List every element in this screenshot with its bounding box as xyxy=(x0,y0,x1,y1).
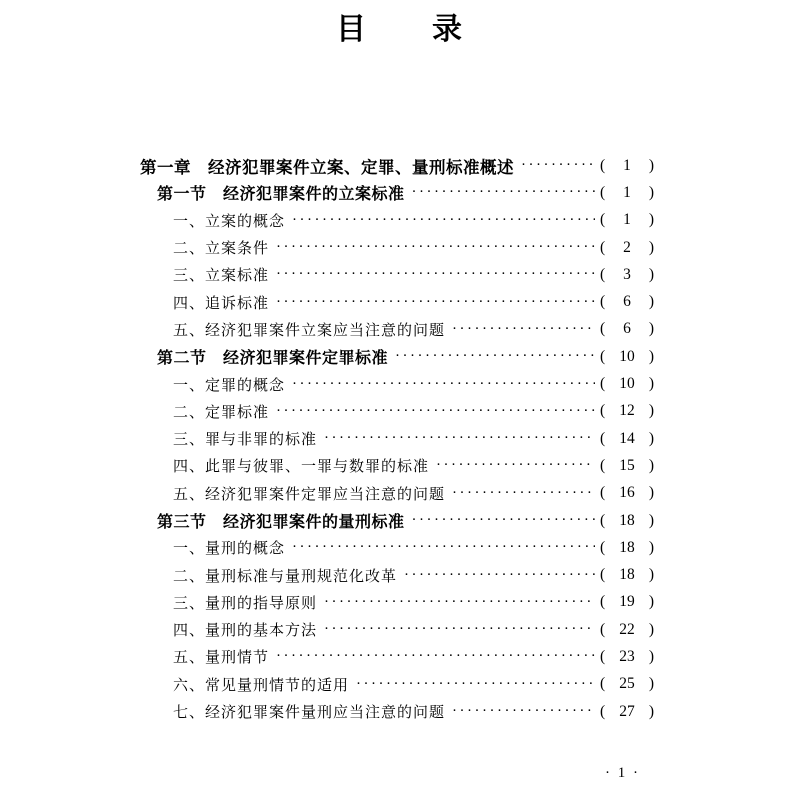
page-number-value: 23 xyxy=(619,647,635,665)
page-number-value: 18 xyxy=(619,538,635,556)
toc-page-number xyxy=(600,703,654,721)
toc-entry xyxy=(140,398,654,425)
paren-close: ) xyxy=(648,347,654,365)
dot-leader xyxy=(292,213,595,228)
paren-open: ( xyxy=(600,620,606,638)
paren-open: ( xyxy=(600,293,606,311)
toc-entry xyxy=(140,234,654,261)
paren-open: ( xyxy=(600,265,606,283)
page-number-value: 14 xyxy=(619,429,635,447)
toc-page-number xyxy=(600,266,654,284)
paren-close: ) xyxy=(648,620,654,638)
toc-entry xyxy=(140,316,654,343)
paren-close: ) xyxy=(648,484,654,502)
toc-page-number xyxy=(600,402,654,420)
toc-entry xyxy=(140,152,654,179)
toc-entry xyxy=(140,643,654,670)
paren-close: ) xyxy=(648,538,654,556)
toc-entry-label: 七、经济犯罪案件量刑应当注意的问题 xyxy=(173,705,446,722)
paren-open: ( xyxy=(600,238,606,256)
dot-leader xyxy=(452,704,595,719)
page-number-value: 12 xyxy=(619,402,635,420)
toc-entry-label: 五、量刑情节 xyxy=(173,650,270,667)
paren-open: ( xyxy=(600,320,606,338)
dot-leader xyxy=(395,349,595,364)
dot-leader xyxy=(452,322,595,337)
dot-leader xyxy=(292,540,595,555)
paren-close: ) xyxy=(648,320,654,338)
dot-leader xyxy=(276,240,595,255)
toc-entry-label: 一、定罪的概念 xyxy=(173,377,286,394)
toc-entry-label: 六、常见量刑情节的适用 xyxy=(173,677,350,694)
toc-entry xyxy=(140,179,654,206)
paren-close: ) xyxy=(648,238,654,256)
paren-open: ( xyxy=(600,456,606,474)
paren-close: ) xyxy=(648,593,654,611)
toc-entry-label: 五、经济犯罪案件立案应当注意的问题 xyxy=(173,322,446,339)
paren-open: ( xyxy=(600,593,606,611)
toc-entry-label: 三、立案标准 xyxy=(173,268,270,285)
dot-leader xyxy=(404,568,595,583)
page-number-value: 6 xyxy=(623,320,631,338)
toc-entry-label: 二、立案条件 xyxy=(173,241,270,258)
paren-open: ( xyxy=(600,702,606,720)
paren-open: ( xyxy=(600,647,606,665)
toc-entry xyxy=(140,452,654,479)
toc-page-number xyxy=(600,566,654,584)
page-number-value: 15 xyxy=(619,456,635,474)
paren-open: ( xyxy=(600,183,606,201)
toc-entry-label: 二、定罪标准 xyxy=(173,404,270,421)
toc-entry-label: 第一节 经济犯罪案件的立案标准 xyxy=(157,186,405,204)
page-number-value: 27 xyxy=(619,702,635,720)
page-number-value: 2 xyxy=(623,238,631,256)
page-number-value: 18 xyxy=(619,566,635,584)
toc-entry-label: 一、立案的概念 xyxy=(173,213,286,230)
toc-page-number xyxy=(600,484,654,502)
dot-leader xyxy=(412,513,595,528)
toc-entry-label: 一、量刑的概念 xyxy=(173,541,286,558)
toc-entry-label: 五、经济犯罪案件定罪应当注意的问题 xyxy=(173,486,446,503)
paren-open: ( xyxy=(600,375,606,393)
toc-entry-label: 第二节 经济犯罪案件定罪标准 xyxy=(157,350,389,368)
paren-open: ( xyxy=(600,211,606,229)
toc-page-number xyxy=(600,320,654,338)
toc-entry xyxy=(140,534,654,561)
toc-entry xyxy=(140,480,654,507)
paren-close: ) xyxy=(648,702,654,720)
toc-page-number xyxy=(600,675,654,693)
toc-entry xyxy=(140,261,654,288)
paren-open: ( xyxy=(600,347,606,365)
toc-entry xyxy=(140,616,654,643)
paren-close: ) xyxy=(648,156,654,174)
toc-entry-label: 四、追诉标准 xyxy=(173,295,270,312)
toc-page-number xyxy=(600,457,654,475)
folio-page-number: · 1 · xyxy=(605,765,640,781)
page-number-value: 6 xyxy=(623,293,631,311)
paren-open: ( xyxy=(600,156,606,174)
page-number-value: 16 xyxy=(619,484,635,502)
toc-page-number xyxy=(600,648,654,666)
paren-open: ( xyxy=(600,402,606,420)
page-number-value: 10 xyxy=(619,375,635,393)
toc-entry xyxy=(140,589,654,616)
toc-entry-label: 四、此罪与彼罪、一罪与数罪的标准 xyxy=(173,459,430,476)
toc-entry-label: 第三节 经济犯罪案件的量刑标准 xyxy=(157,514,405,531)
paren-open: ( xyxy=(600,566,606,584)
page-number-value: 18 xyxy=(619,511,635,529)
dot-leader xyxy=(292,377,595,392)
toc-page-number xyxy=(600,184,654,202)
paren-close: ) xyxy=(648,375,654,393)
toc-page-number xyxy=(600,430,654,448)
toc-entry xyxy=(140,671,654,698)
paren-close: ) xyxy=(648,566,654,584)
toc-page-number xyxy=(600,211,654,229)
page-number-value: 1 xyxy=(623,156,631,174)
dot-leader xyxy=(276,295,595,310)
toc-page-number xyxy=(600,621,654,639)
paren-close: ) xyxy=(648,293,654,311)
dot-leader xyxy=(436,458,595,473)
page-number-value: 25 xyxy=(619,675,635,693)
toc-entry-label: 二、量刑标准与量刑规范化改革 xyxy=(173,568,398,585)
toc-page-number xyxy=(600,375,654,393)
toc-page-number xyxy=(600,239,654,257)
toc-page-number xyxy=(600,539,654,557)
toc-entry xyxy=(140,370,654,397)
toc-entry xyxy=(140,561,654,588)
dot-leader xyxy=(324,595,595,610)
paren-close: ) xyxy=(648,675,654,693)
page-number-value: 19 xyxy=(619,593,635,611)
dot-leader xyxy=(324,431,595,446)
toc-entry xyxy=(140,507,654,534)
toc-entry-label: 四、量刑的基本方法 xyxy=(173,623,318,640)
toc-page-number xyxy=(600,157,654,175)
dot-leader xyxy=(452,486,595,501)
paren-close: ) xyxy=(648,183,654,201)
paren-open: ( xyxy=(600,429,606,447)
paren-open: ( xyxy=(600,675,606,693)
toc-entry-label: 三、罪与非罪的标准 xyxy=(173,432,318,449)
dot-leader xyxy=(324,622,595,637)
dot-leader xyxy=(521,158,595,173)
toc-entry xyxy=(140,425,654,452)
paren-close: ) xyxy=(648,402,654,420)
dot-leader xyxy=(276,267,595,282)
dot-leader xyxy=(276,649,595,664)
toc-entry xyxy=(140,207,654,234)
page-number-value: 22 xyxy=(619,620,635,638)
dot-leader xyxy=(276,404,595,419)
toc-entry xyxy=(140,343,654,370)
page-number-value: 10 xyxy=(619,347,635,365)
paren-close: ) xyxy=(648,511,654,529)
toc-page-number xyxy=(600,348,654,366)
paren-close: ) xyxy=(648,211,654,229)
toc-entry-label: 三、量刑的指导原则 xyxy=(173,595,318,612)
page-number-value: 1 xyxy=(623,211,631,229)
paren-open: ( xyxy=(600,484,606,502)
toc-entry xyxy=(140,698,654,725)
toc-page-number xyxy=(600,512,654,530)
toc-page-number xyxy=(600,293,654,311)
paren-close: ) xyxy=(648,429,654,447)
toc-entry-label: 第一章 经济犯罪案件立案、定罪、量刑标准概述 xyxy=(140,158,514,177)
paren-close: ) xyxy=(648,647,654,665)
dot-leader xyxy=(412,185,595,200)
paren-close: ) xyxy=(648,265,654,283)
page-number-value: 3 xyxy=(623,265,631,283)
paren-close: ) xyxy=(648,456,654,474)
paren-open: ( xyxy=(600,511,606,529)
paren-open: ( xyxy=(600,538,606,556)
toc-page-number xyxy=(600,593,654,611)
page-number-value: 1 xyxy=(623,183,631,201)
toc-entry xyxy=(140,288,654,315)
toc-list xyxy=(140,152,654,725)
page-title: 目 录 xyxy=(336,13,464,46)
dot-leader xyxy=(356,677,595,692)
